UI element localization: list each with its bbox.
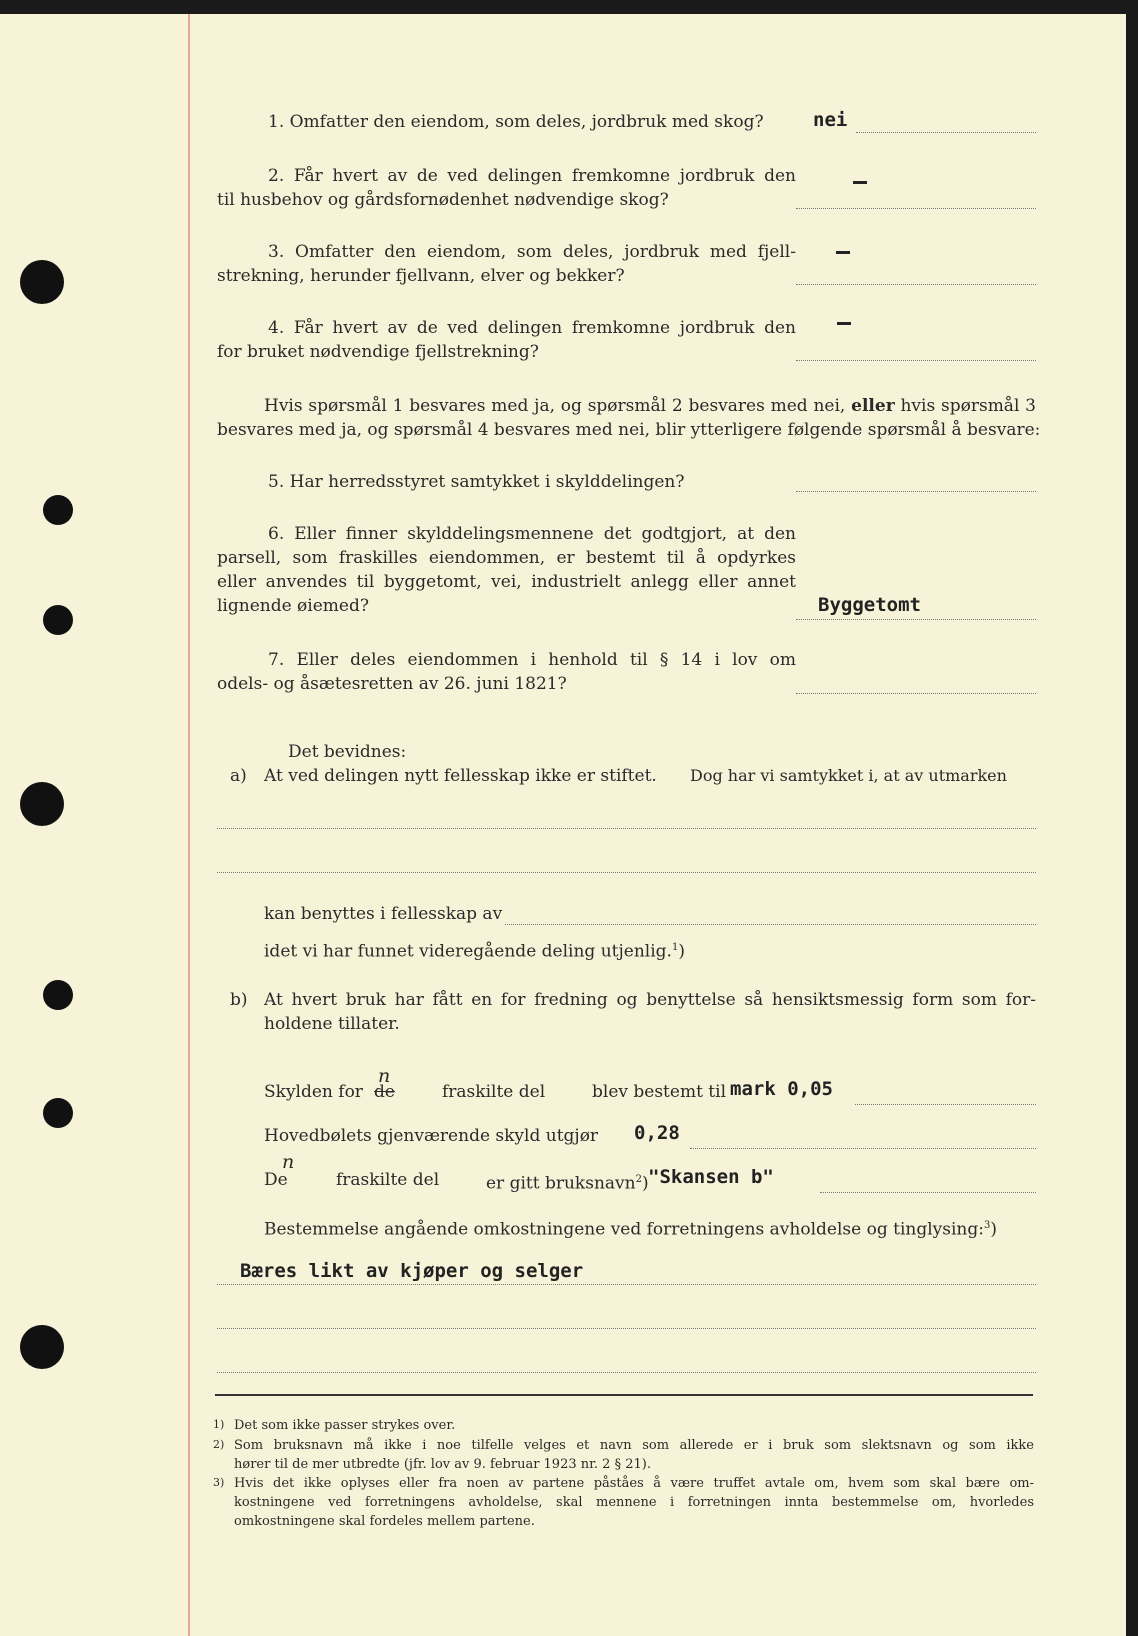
punch-hole [43, 1098, 73, 1128]
fill-line [855, 1104, 1036, 1105]
item-a-label: a) [230, 766, 247, 786]
footnote-rule [215, 1394, 1033, 1396]
skyld-value: mark 0,05 [730, 1078, 833, 1100]
question-6-line-4: lignende øiemed? [217, 596, 369, 616]
item-b-line-2: holdene tillater. [264, 1014, 400, 1034]
question-3-line-1: 3. Omfatter den eiendom, som deles, jordbruk med fjell- [268, 242, 796, 262]
question-2-line-1: 2. Får hvert av de ved delingen fremkomne jordbruk den [268, 166, 796, 186]
footnote-3-mark: 3) [213, 1476, 225, 1489]
bestemt-label: blev bestemt til [592, 1082, 727, 1102]
fill-line [690, 1148, 1036, 1149]
answer-1: nei [813, 109, 848, 131]
punch-hole [43, 980, 73, 1010]
question-6-line-3: eller anvendes til byggetomt, vei, industrielt anlegg eller annet [217, 572, 796, 592]
cost-value: Bæres likt av kjøper og selger [240, 1260, 584, 1282]
bruksnavn-label: er gitt bruksnavn$^2$) [486, 1173, 649, 1194]
footnote-1-mark: 1) [213, 1418, 225, 1431]
punch-hole [43, 495, 73, 525]
shared-use-text: kan benyttes i fellesskap av [264, 904, 503, 924]
skyld-label: Skylden for [264, 1082, 363, 1102]
bruksnavn-value: "Skansen b" [648, 1166, 774, 1188]
fill-line [217, 872, 1036, 873]
answer-6: Byggetomt [818, 594, 921, 616]
punch-hole [20, 1325, 64, 1369]
document-page [0, 14, 1126, 1636]
item-a-typed-text: Dog har vi samtykket i, at av utmarken [690, 766, 1007, 785]
question-5: 5. Har herredsstyret samtykket i skylddelingen? [268, 472, 685, 492]
fill-line [217, 828, 1036, 829]
hoved-value: 0,28 [634, 1122, 680, 1144]
footnote-2-mark: 2) [213, 1438, 225, 1451]
footnote-3-line-3: omkostningene skal fordeles mellem partene. [234, 1514, 535, 1529]
punch-hole [20, 782, 64, 826]
question-1: 1. Omfatter den eiendom, som deles, jordbruk med skog? [268, 112, 764, 132]
question-2-line-2: til husbehov og gårdsfornødenhet nødvendige skog? [217, 190, 669, 210]
punch-hole [20, 260, 64, 304]
answer-2-dash [853, 181, 867, 184]
fill-line [217, 1328, 1036, 1329]
item-a-text: At ved delingen nytt fellesskap ikke er stiftet. [264, 766, 657, 786]
fill-line [217, 1372, 1036, 1373]
question-4-line-1: 4. Får hvert av de ved delingen fremkomne jordbruk den [268, 318, 796, 338]
question-6-line-1: 6. Eller finner skylddelingsmennene det godtgjort, at den [268, 524, 796, 544]
item-b-label: b) [230, 990, 248, 1010]
den-prefix: De [264, 1170, 288, 1190]
punch-hole [43, 605, 73, 635]
fill-line [505, 924, 1036, 925]
condition-line-2: besvares med ja, og spørsmål 4 besvares med nei, blir ytterligere følgende spørsmål å besvare: [217, 420, 1041, 440]
footnote-2-line-2: hører til de mer utbredte (jfr. lov av 9. februar 1923 nr. 2 § 21). [234, 1457, 651, 1472]
den-handwritten-n: n [282, 1151, 295, 1173]
footnote-3-line-2: kostningene ved forretningens avholdelse, skal mennene i forretningen innta bestemmelse om, hvorledes [234, 1495, 1034, 1510]
answer-4-dash [837, 322, 851, 325]
answer-3-dash [836, 251, 850, 254]
footnote-3-line-1: Hvis det ikke oplyses eller fra noen av partene påståes å være truffet avtale om, hvem som skal bære om- [234, 1476, 1034, 1491]
further-division-text: idet vi har funnet videregående deling utjenlig.$^1$) [264, 941, 685, 962]
answer-line [796, 284, 1036, 285]
question-3-line-2: strekning, herunder fjellvann, elver og bekker? [217, 266, 625, 286]
answer-line [796, 491, 1036, 492]
question-7-line-2: odels- og åsætesretten av 26. juni 1821? [217, 674, 567, 694]
skyld-de: de [374, 1082, 395, 1102]
skyld-handwritten-n: n [378, 1065, 391, 1087]
answer-line [856, 132, 1036, 133]
question-7-line-1: 7. Eller deles eiendommen i henhold til § 14 i lov om [268, 650, 796, 670]
condition-line-1: Hvis spørsmål 1 besvares med ja, og spørsmål 2 besvares med nei, eller hvis spørsmål 3 [264, 396, 1036, 416]
fraskilte-label: fraskilte del [442, 1082, 546, 1102]
answer-line [796, 360, 1036, 361]
cost-label: Bestemmelse angående omkostningene ved forretningens avholdelse og tinglysing:$^3$) [264, 1219, 997, 1240]
certification-heading: Det bevidnes: [288, 742, 407, 762]
fill-line [820, 1192, 1036, 1193]
question-4-line-2: for bruket nødvendige fjellstrekning? [217, 342, 539, 362]
answer-line [796, 693, 1036, 694]
hoved-label: Hovedbølets gjenværende skyld utgjør [264, 1126, 599, 1146]
answer-line [796, 619, 1036, 620]
margin-line [188, 14, 190, 1636]
fraskilte2-label: fraskilte del [336, 1170, 440, 1190]
footnote-1-line-1: Det som ikke passer strykes over. [234, 1418, 456, 1433]
item-b-line-1: At hvert bruk har fått en for fredning og benyttelse så hensiktsmessig form som for- [264, 990, 1036, 1010]
question-6-line-2: parsell, som fraskilles eiendommen, er bestemt til å opdyrkes [217, 548, 796, 568]
answer-line [796, 208, 1036, 209]
fill-line [217, 1284, 1036, 1285]
footnote-2-line-1: Som bruksnavn må ikke i noe tilfelle velges et navn som allerede er i bruk som slektsnavn og som ikke [234, 1438, 1034, 1453]
